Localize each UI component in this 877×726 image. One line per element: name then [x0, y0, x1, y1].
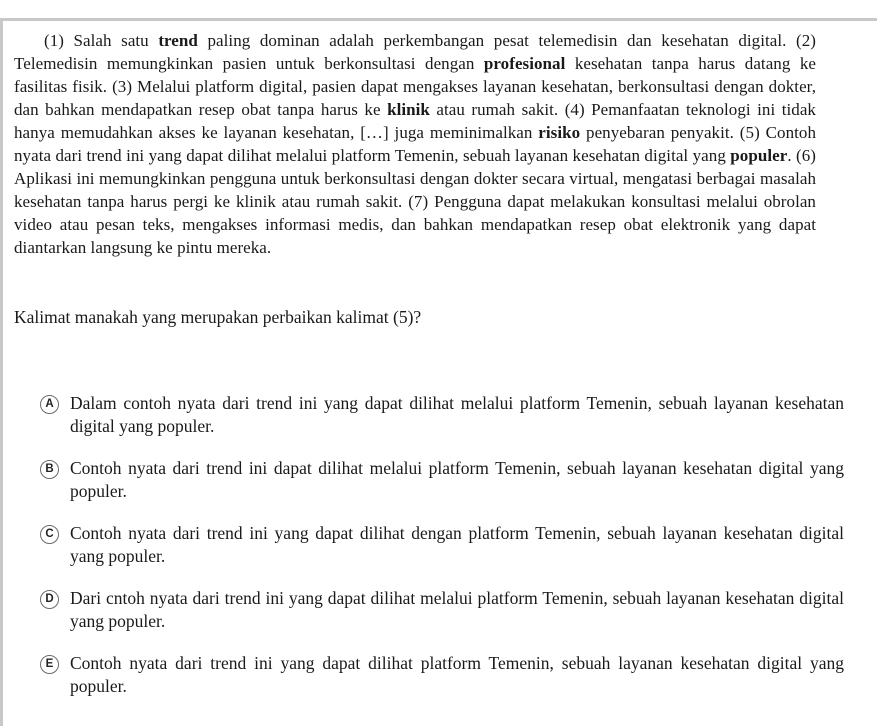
- option-text: Contoh nyata dari trend ini yang dapat dilihat platform Temenin, sebuah layanan kesehatan digital yang populer.: [70, 653, 844, 696]
- option-letter-badge[interactable]: A: [40, 395, 59, 414]
- passage-segment: paling dominan adalah perkembangan pesat telemedisin dan kesehatan digital. (2) Telemedisin memungkinkan pasien untuk berkonsultasi dengan: [14, 31, 816, 73]
- passage-bold-term: trend: [158, 31, 198, 50]
- passage-segment: atau rumah sakit. (4) Pemanfaatan teknologi ini tidak hanya memudahkan akses ke layanan kesehatan, […] juga meminimalkan: [14, 100, 816, 142]
- passage-bold-term: populer: [730, 146, 788, 165]
- option-letter-badge[interactable]: B: [40, 460, 59, 479]
- question-prompt: Kalimat manakah yang merupakan perbaikan kalimat (5)?: [14, 307, 422, 327]
- passage-segment: (1) Salah satu: [44, 31, 159, 50]
- reading-passage: [14, 29, 816, 259]
- option-letter-badge[interactable]: E: [40, 655, 59, 674]
- option-letter-badge[interactable]: C: [40, 525, 59, 544]
- passage-bold-term: risiko: [538, 123, 581, 142]
- option-text: Contoh nyata dari trend ini yang dapat dilihat dengan platform Temenin, sebuah layanan kesehatan digital yang populer.: [70, 523, 844, 566]
- passage-bold-term: profesional: [483, 54, 566, 73]
- option-text: Dalam contoh nyata dari trend ini yang dapat dilihat melalui platform Temenin, sebuah layanan kesehatan digital yang populer.: [70, 393, 844, 436]
- passage-segment: . (6) Aplikasi ini memungkinkan pengguna untuk berkonsultasi dengan dokter secara virtual, mengatasi berbagai masalah kesehatan tanpa harus pergi ke klinik atau rumah sakit. (7) Pengguna dapat melakukan konsultasi melalui obrolan video atau pesan teks, mengakses informasi medis, dan bahkan mendapatkan resep obat elektronik yang dapat diantarkan langsung ke pintu mereka.: [14, 146, 816, 257]
- option-text: Contoh nyata dari trend ini dapat dilihat melalui platform Temenin, sebuah layanan kesehatan digital yang populer.: [70, 458, 844, 501]
- option-letter-badge[interactable]: D: [40, 590, 59, 609]
- option-text: Dari cntoh nyata dari trend ini yang dapat dilihat melalui platform Temenin, sebuah layanan kesehatan digital yang populer.: [70, 588, 844, 631]
- passage-bold-term: klinik: [387, 100, 430, 119]
- passage-segment: kesehatan tanpa harus datang ke fasilitas fisik. (3) Melalui platform digital, pasien dapat mengakses layanan kesehatan, berkonsultasi dengan dokter, dan bahkan mendapatkan resep obat tanpa harus ke: [14, 54, 816, 119]
- passage-segment: penyebaran penyakit. (5) Contoh nyata dari trend ini yang dapat dilihat melalui platform Temenin, sebuah layanan kesehatan digital yang: [14, 123, 816, 165]
